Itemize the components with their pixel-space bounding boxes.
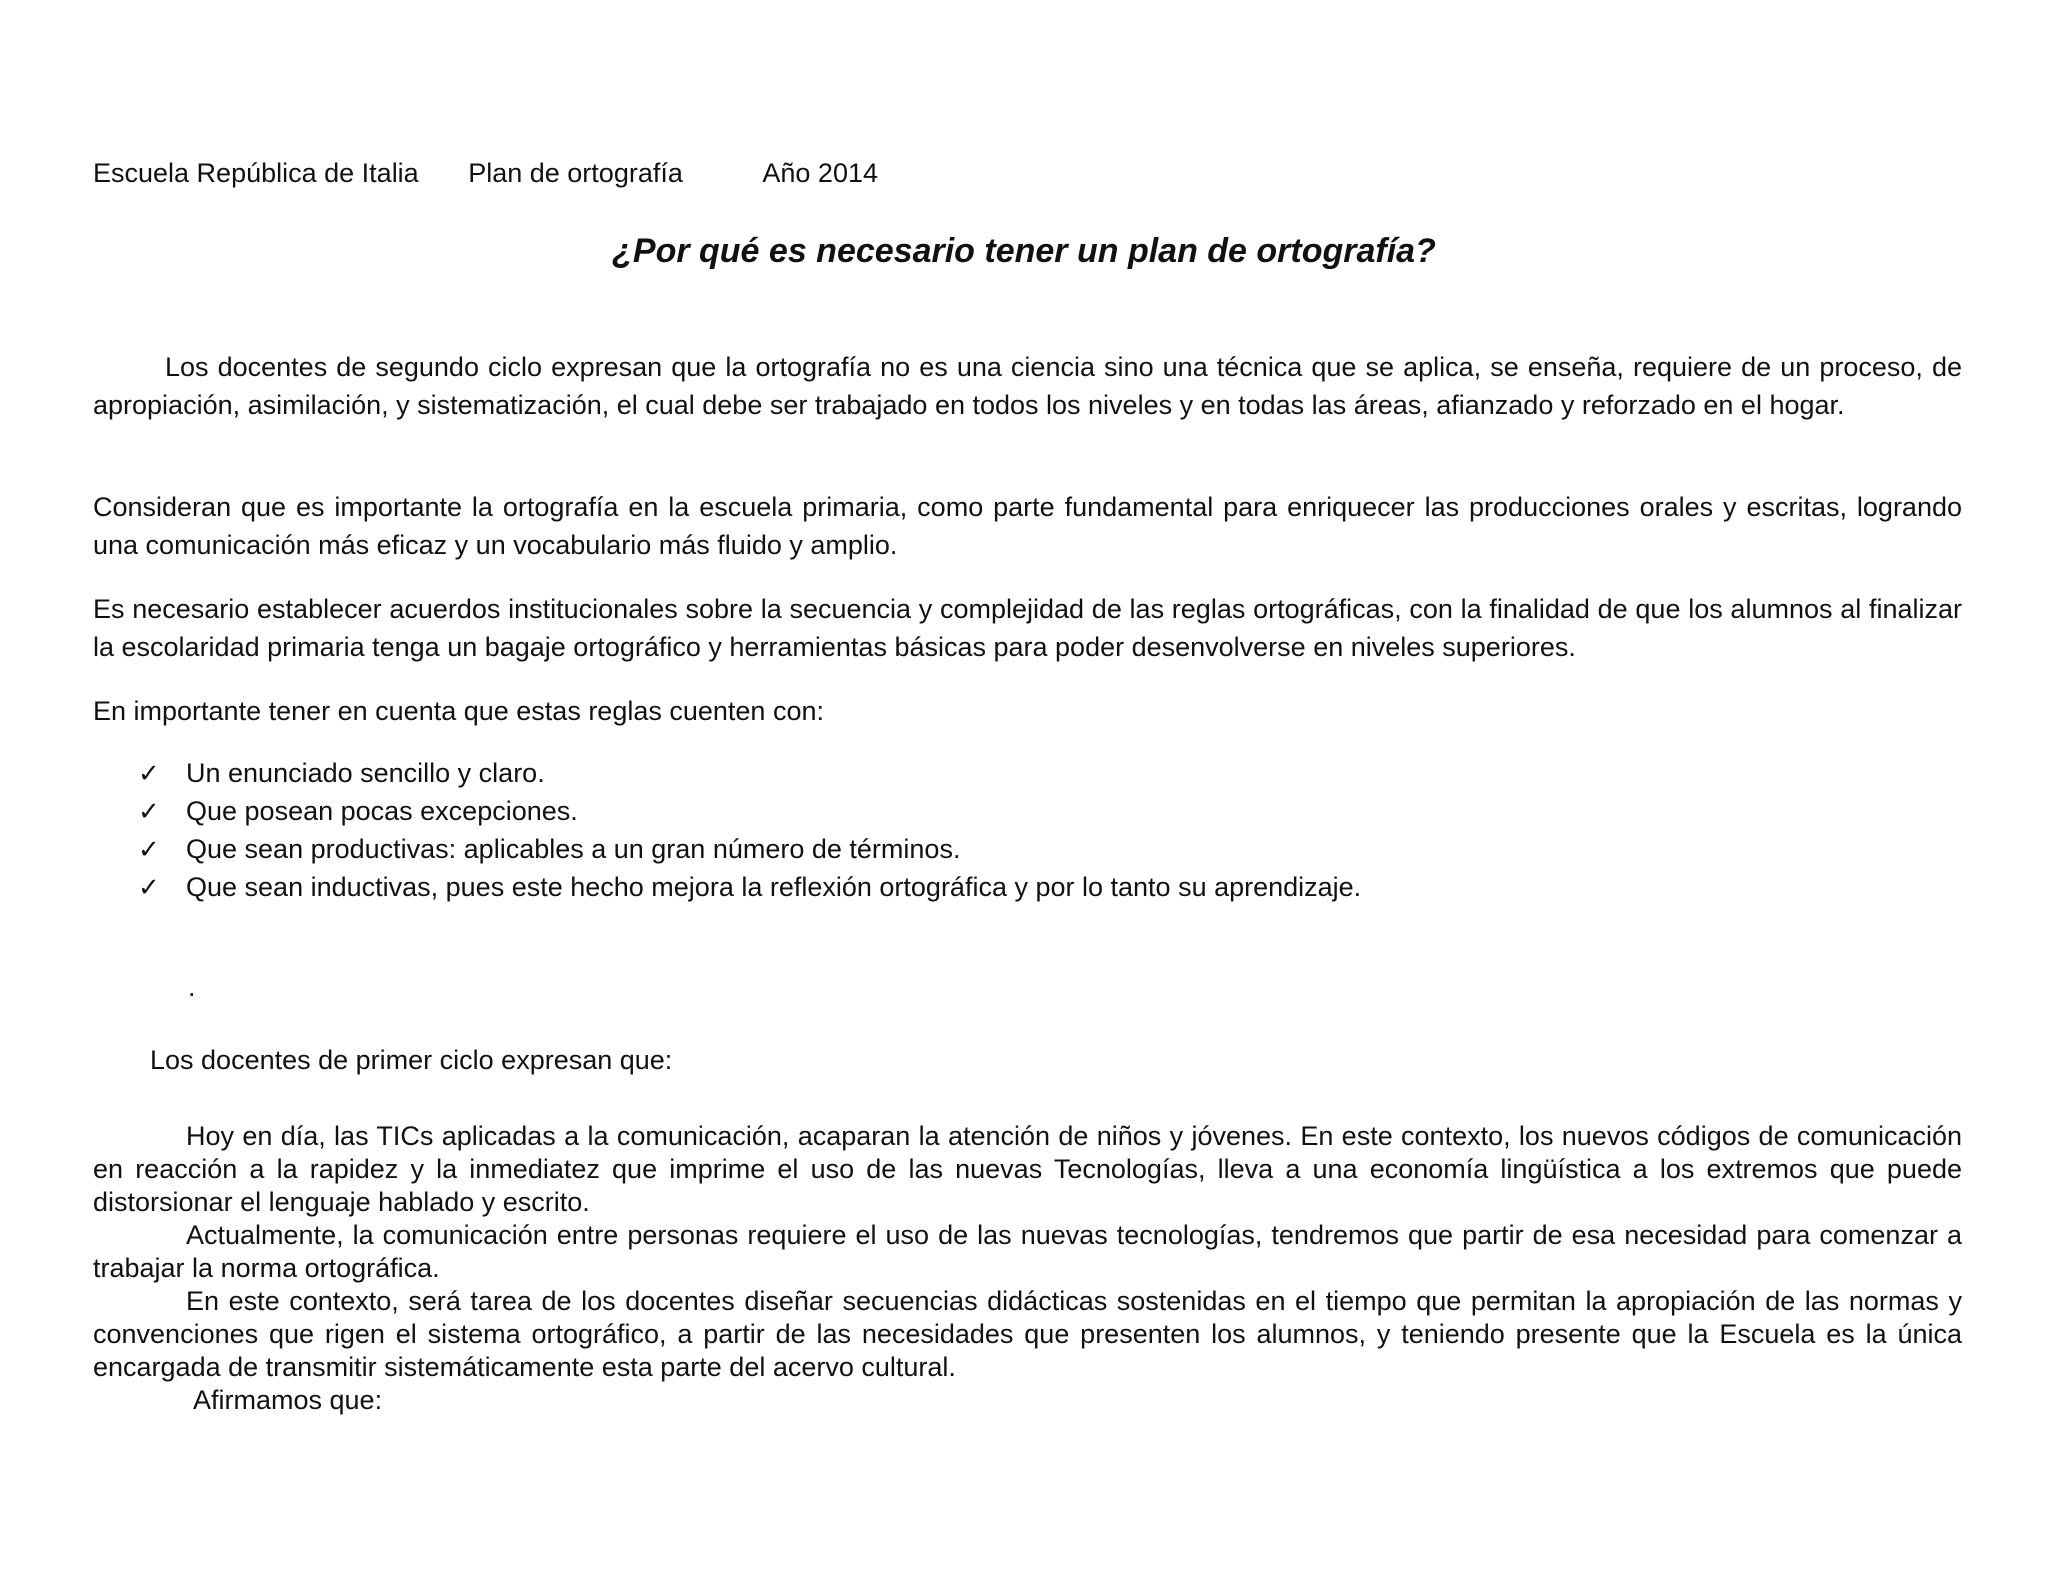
- checkmark-icon: ✓: [138, 834, 160, 864]
- checkmark-icon: ✓: [138, 872, 160, 902]
- paragraph-acuerdos: Es necesario establecer acuerdos institucionales sobre la secuencia y complejidad de las reglas ortográficas, con la finalidad de que los alumnos al finalizar la escolaridad primaria tenga un bagaje ortográfico y herramientas básicas para poder desenvolverse en niveles superiores.: [93, 594, 1962, 662]
- paragraph-afirmamos: Afirmamos que:: [193, 1385, 383, 1415]
- stray-dot: .: [188, 972, 196, 1002]
- checklist-item: [138, 868, 1361, 906]
- paragraph-segundo-ciclo: Los docentes de segundo ciclo expresan que la ortografía no es una ciencia sino una técnica que se aplica, se enseña, requiere de un proceso, de apropiación, asimilación, y sistematización, el cual debe ser trabajado en todos los niveles y en todas las áreas, afianzado y reforzado en el hogar.: [93, 352, 1962, 420]
- paragraph-importancia: Consideran que es importante la ortografía en la escuela primaria, como parte fundamental para enriquecer las producciones orales y escritas, logrando una comunicación más eficaz y un vocabulario más fluido y amplio.: [93, 492, 1962, 560]
- paragraph-tics: Hoy en día, las TICs aplicadas a la comunicación, acaparan la atención de niños y jóvenes. En este contexto, los nuevos códigos de comunicación en reacción a la rapidez y la inmediatez que imprime el uso de las nuevas Tecnologías, lleva a una economía lingüística a los extremos que puede distorsionar el lenguaje hablado y escrito.: [93, 1121, 1962, 1217]
- checklist-item-text: Que sean productivas: aplicables a un gran número de términos.: [186, 834, 961, 864]
- checklist-item-text: Que posean pocas excepciones.: [186, 796, 578, 826]
- primer-ciclo-block: [93, 1120, 1962, 1417]
- plan-name: Plan de ortografía: [468, 158, 683, 188]
- checklist-item-text: Que sean inductivas, pues este hecho mejora la reflexión ortográfica y por lo tanto su aprendizaje.: [186, 872, 1362, 902]
- paragraph-contexto: En este contexto, será tarea de los docentes diseñar secuencias didácticas sostenidas en el tiempo que permitan la apropiación de las normas y convenciones que rigen el sistema ortográfico, a partir de las necesidades que presenten los alumnos, y teniendo presente que la Escuela es la única encargada de transmitir sistemáticamente esta parte del acervo cultural.: [93, 1286, 1962, 1382]
- primer-ciclo-intro: Los docentes de primer ciclo expresan que:: [150, 1045, 673, 1075]
- document-title: ¿Por qué es necesario tener un plan de ortografía?: [612, 232, 1436, 270]
- rules-checklist: [138, 754, 1361, 906]
- checkmark-icon: ✓: [138, 796, 160, 826]
- school-name: Escuela República de Italia: [93, 158, 419, 188]
- checklist-item: [138, 754, 1361, 792]
- checklist-item: [138, 792, 1361, 830]
- paragraph-reglas-intro: En importante tener en cuenta que estas reglas cuenten con:: [93, 696, 824, 726]
- checklist-item-text: Un enunciado sencillo y claro.: [186, 758, 545, 788]
- checkmark-icon: ✓: [138, 758, 160, 788]
- year-label: Año 2014: [762, 158, 878, 188]
- checklist-item: [138, 830, 1361, 868]
- document-header: [93, 158, 878, 189]
- paragraph-actualmente: Actualmente, la comunicación entre personas requiere el uso de las nuevas tecnologías, tendremos que partir de esa necesidad para comenzar a trabajar la norma ortográfica.: [93, 1220, 1962, 1283]
